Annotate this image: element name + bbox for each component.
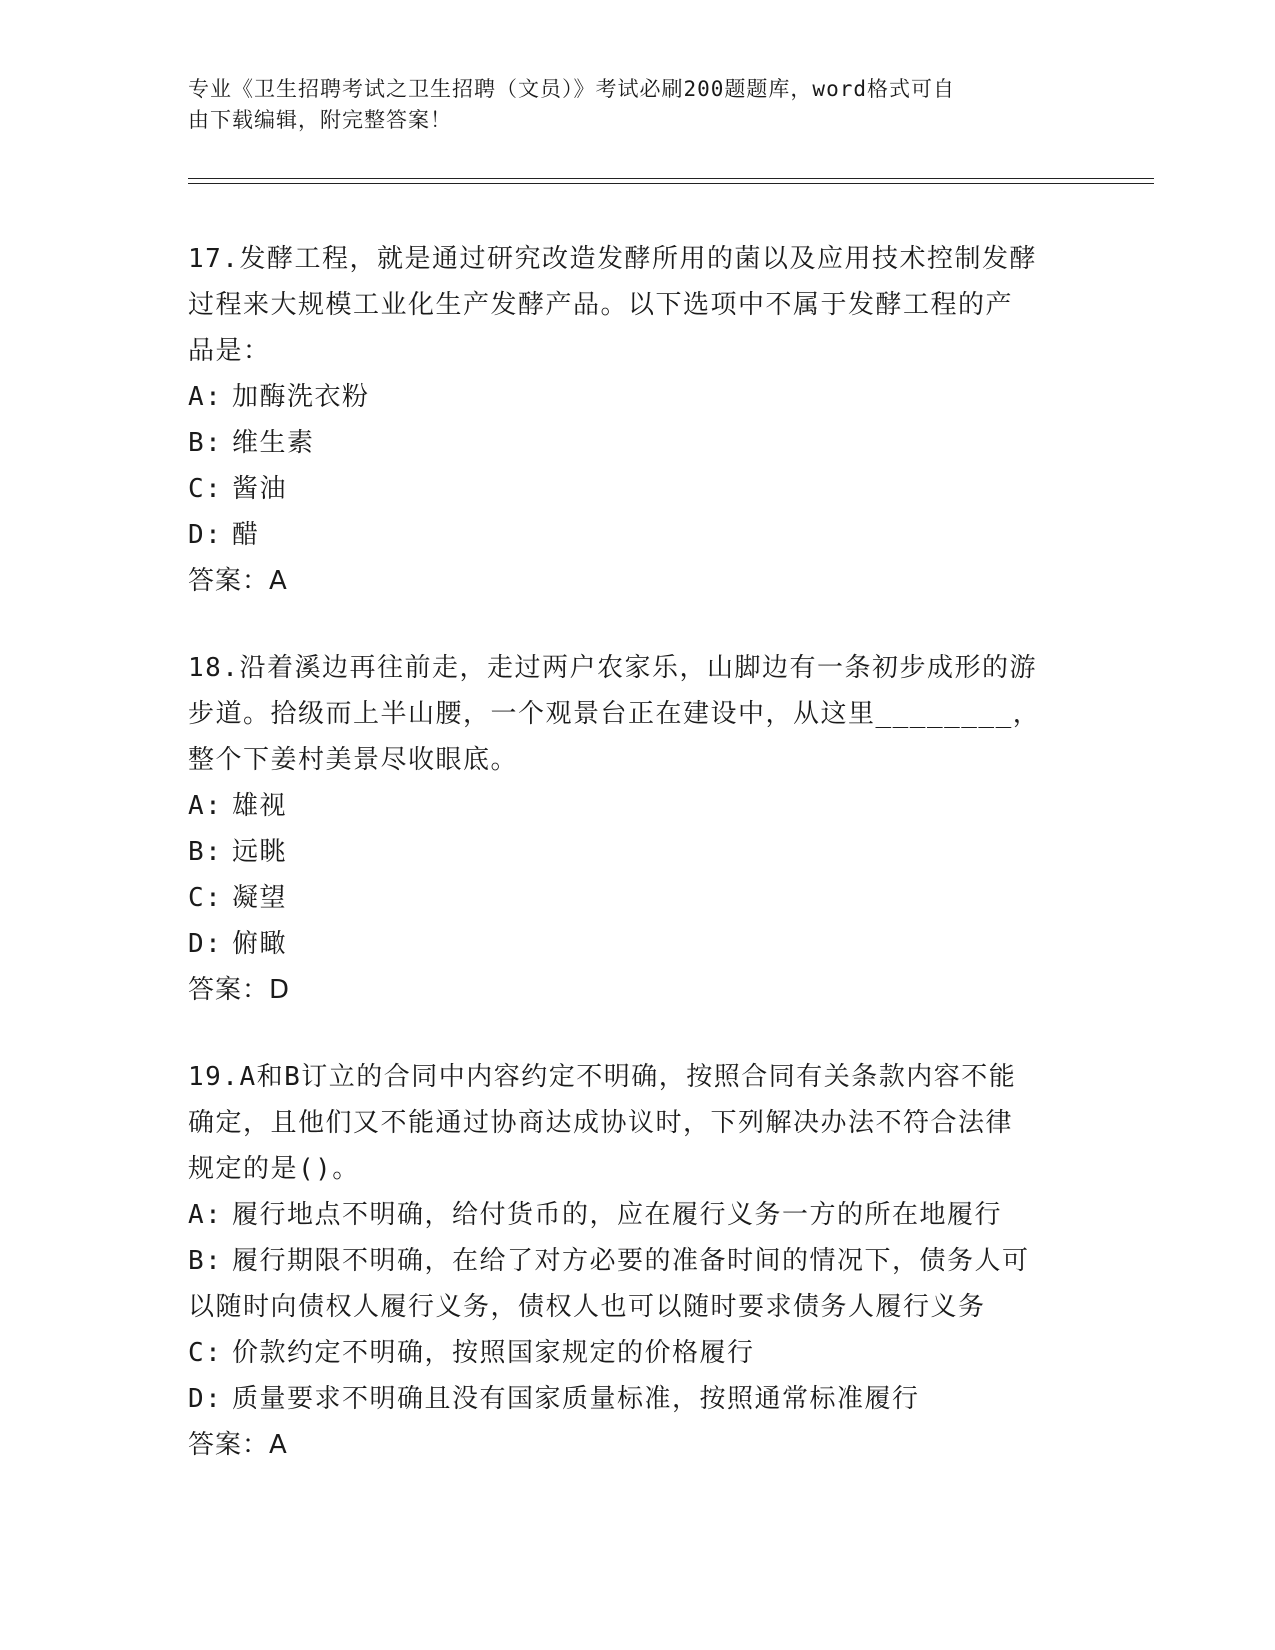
answer-line: 答案：A: [188, 566, 288, 596]
option-b: B: 远眺: [188, 837, 288, 867]
question-stem-line: 19.A和B订立的合同中内容约定不明确，按照合同有关条款内容不能: [188, 1062, 1017, 1092]
question-stem-line: 过程来大规模工业化生产发酵产品。以下选项中不属于发酵工程的产: [188, 290, 1014, 320]
question-stem-line: 规定的是()。: [188, 1154, 360, 1184]
header-line-1: 专业《卫生招聘考试之卫生招聘（文员）》考试必刷200题题库，word格式可自: [188, 77, 955, 101]
option-d: D: 俯瞰: [188, 929, 288, 959]
option-c: C: 酱油: [188, 474, 288, 504]
option-b: B: 维生素: [188, 428, 315, 458]
answer-line: 答案：A: [188, 1430, 288, 1460]
option-a: A: 履行地点不明确，给付货币的，应在履行义务一方的所在地履行: [188, 1200, 1003, 1230]
option-d: D: 醋: [188, 520, 260, 550]
question-stem-line: 整个下姜村美景尽收眼底。: [188, 745, 519, 775]
question-stem-line: 17.发酵工程，就是通过研究改造发酵所用的菌以及应用技术控制发酵: [188, 244, 1037, 274]
question-stem-line: 确定，且他们又不能通过协商达成协议时，下列解决办法不符合法律: [188, 1108, 1014, 1138]
option-a: A: 加酶洗衣粉: [188, 382, 370, 412]
option-c: C: 价款约定不明确，按照国家规定的价格履行: [188, 1338, 755, 1368]
question-stem-line: 18.沿着溪边再往前走，走过两户农家乐，山脚边有一条初步成形的游: [188, 653, 1037, 683]
question-17: [188, 236, 1088, 604]
question-18: [188, 645, 1088, 1013]
option-c: C: 凝望: [188, 883, 288, 913]
question-stem-line: 步道。拾级而上半山腰，一个观景台正在建设中，从这里________，: [188, 699, 1041, 729]
header-line-2: 由下载编辑，附完整答案！: [188, 108, 452, 132]
document-header: [188, 74, 1088, 136]
option-d: D: 质量要求不明确且没有国家质量标准，按照通常标准履行: [188, 1384, 920, 1414]
option-b: B: 履行期限不明确，在给了对方必要的准备时间的情况下，债务人可: [188, 1246, 1030, 1276]
question-stem-line: 品是：: [188, 336, 271, 366]
header-divider-bottom: [188, 183, 1154, 184]
option-b-continued: 以随时向债权人履行义务，债权人也可以随时要求债务人履行义务: [188, 1292, 986, 1322]
header-divider-top: [188, 178, 1154, 179]
answer-line: 答案：D: [188, 975, 291, 1005]
question-19: [188, 1054, 1088, 1468]
option-a: A: 雄视: [188, 791, 288, 821]
